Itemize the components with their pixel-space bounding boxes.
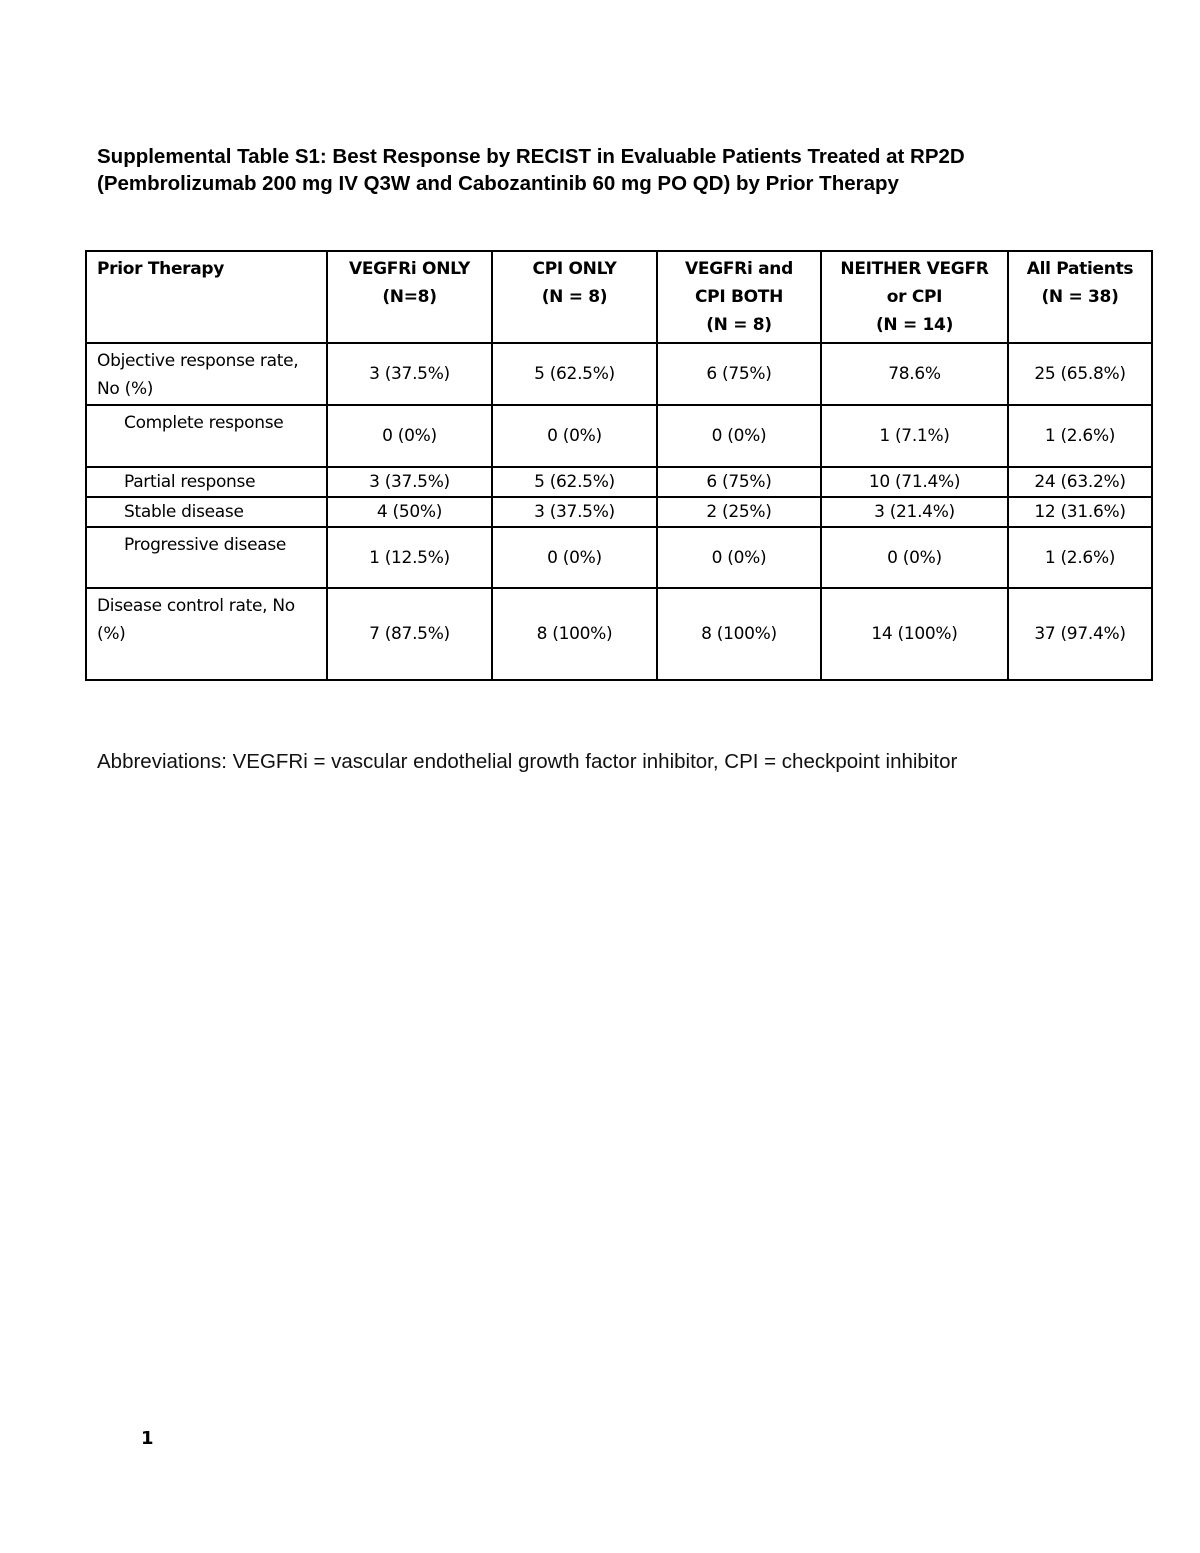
- table-header-row: [86, 251, 1152, 343]
- table-row-partial-response: [86, 467, 1152, 497]
- header-line: VEGFRi and: [685, 259, 793, 279]
- table-cell: 12 (31.6%): [1008, 497, 1152, 527]
- row-label: Disease control rate, No (%): [86, 588, 327, 680]
- header-neither: [821, 251, 1008, 343]
- table-cell: 3 (37.5%): [492, 497, 657, 527]
- header-vegfri-only: [327, 251, 492, 343]
- table-row-disease-control: [86, 588, 1152, 680]
- header-line: VEGFRi ONLY: [348, 259, 471, 279]
- abbreviations-note: Abbreviations: VEGFRi = vascular endothelial growth factor inhibitor, CPI = checkpoint inhibitor: [97, 750, 958, 773]
- table-cell: 4 (50%): [327, 497, 492, 527]
- header-line: (N = 14): [875, 315, 954, 335]
- header-line: (N = 8): [541, 287, 608, 307]
- row-label: Partial response: [86, 467, 327, 497]
- table-row-complete-response: [86, 405, 1152, 467]
- table-cell: 5 (62.5%): [492, 467, 657, 497]
- table-cell: 2 (25%): [657, 497, 821, 527]
- header-line: or CPI: [886, 287, 943, 307]
- table-cell: 10 (71.4%): [821, 467, 1008, 497]
- row-label: Stable disease: [86, 497, 327, 527]
- table-cell: 14 (100%): [821, 588, 1008, 680]
- table-cell: 37 (97.4%): [1008, 588, 1152, 680]
- header-line: (N = 38): [1041, 287, 1119, 307]
- table-cell: 1 (2.6%): [1008, 527, 1152, 588]
- page-number: 1: [141, 1428, 154, 1449]
- table-cell: 3 (37.5%): [327, 343, 492, 405]
- header-line: (N = 8): [706, 315, 772, 335]
- table-row-stable-disease: [86, 497, 1152, 527]
- header-all-patients: [1008, 251, 1152, 343]
- table-cell: 1 (2.6%): [1008, 405, 1152, 467]
- table-cell: 0 (0%): [657, 405, 821, 467]
- header-line: Prior Therapy: [97, 259, 225, 279]
- row-label: Progressive disease: [86, 527, 327, 588]
- table-cell: 78.6%: [821, 343, 1008, 405]
- table-cell: 24 (63.2%): [1008, 467, 1152, 497]
- table-cell: 6 (75%): [657, 343, 821, 405]
- results-table: [85, 250, 1153, 681]
- table-row-objective-response: [86, 343, 1152, 405]
- header-line: NEITHER VEGFR: [840, 259, 989, 279]
- table-cell: 0 (0%): [492, 527, 657, 588]
- table-title: Supplemental Table S1: Best Response by RECIST in Evaluable Patients Treated at RP2D (Pembrolizumab 200 mg IV Q3W and Cabozantinib 60 mg PO QD) by Prior Therapy: [97, 145, 965, 195]
- row-label: Complete response: [86, 405, 327, 467]
- row-label: Objective response rate, No (%): [86, 343, 327, 405]
- table-cell: 6 (75%): [657, 467, 821, 497]
- table-cell: 1 (12.5%): [327, 527, 492, 588]
- header-line: (N=8): [382, 287, 437, 307]
- header-line: CPI BOTH: [694, 287, 783, 307]
- table-cell: 0 (0%): [821, 527, 1008, 588]
- header-line: CPI ONLY: [532, 259, 617, 279]
- header-prior-therapy: [86, 251, 327, 343]
- table-cell: 0 (0%): [657, 527, 821, 588]
- table-cell: 1 (7.1%): [821, 405, 1008, 467]
- table-cell: 0 (0%): [492, 405, 657, 467]
- table-cell: 8 (100%): [657, 588, 821, 680]
- table-cell: 7 (87.5%): [327, 588, 492, 680]
- header-cpi-only: [492, 251, 657, 343]
- table-cell: 0 (0%): [327, 405, 492, 467]
- header-line: All Patients: [1026, 259, 1134, 279]
- table-cell: 8 (100%): [492, 588, 657, 680]
- table-cell: 5 (62.5%): [492, 343, 657, 405]
- table-row-progressive-disease: [86, 527, 1152, 588]
- table-cell: 25 (65.8%): [1008, 343, 1152, 405]
- table-cell: 3 (21.4%): [821, 497, 1008, 527]
- header-vegfri-and-cpi: [657, 251, 821, 343]
- table-cell: 3 (37.5%): [327, 467, 492, 497]
